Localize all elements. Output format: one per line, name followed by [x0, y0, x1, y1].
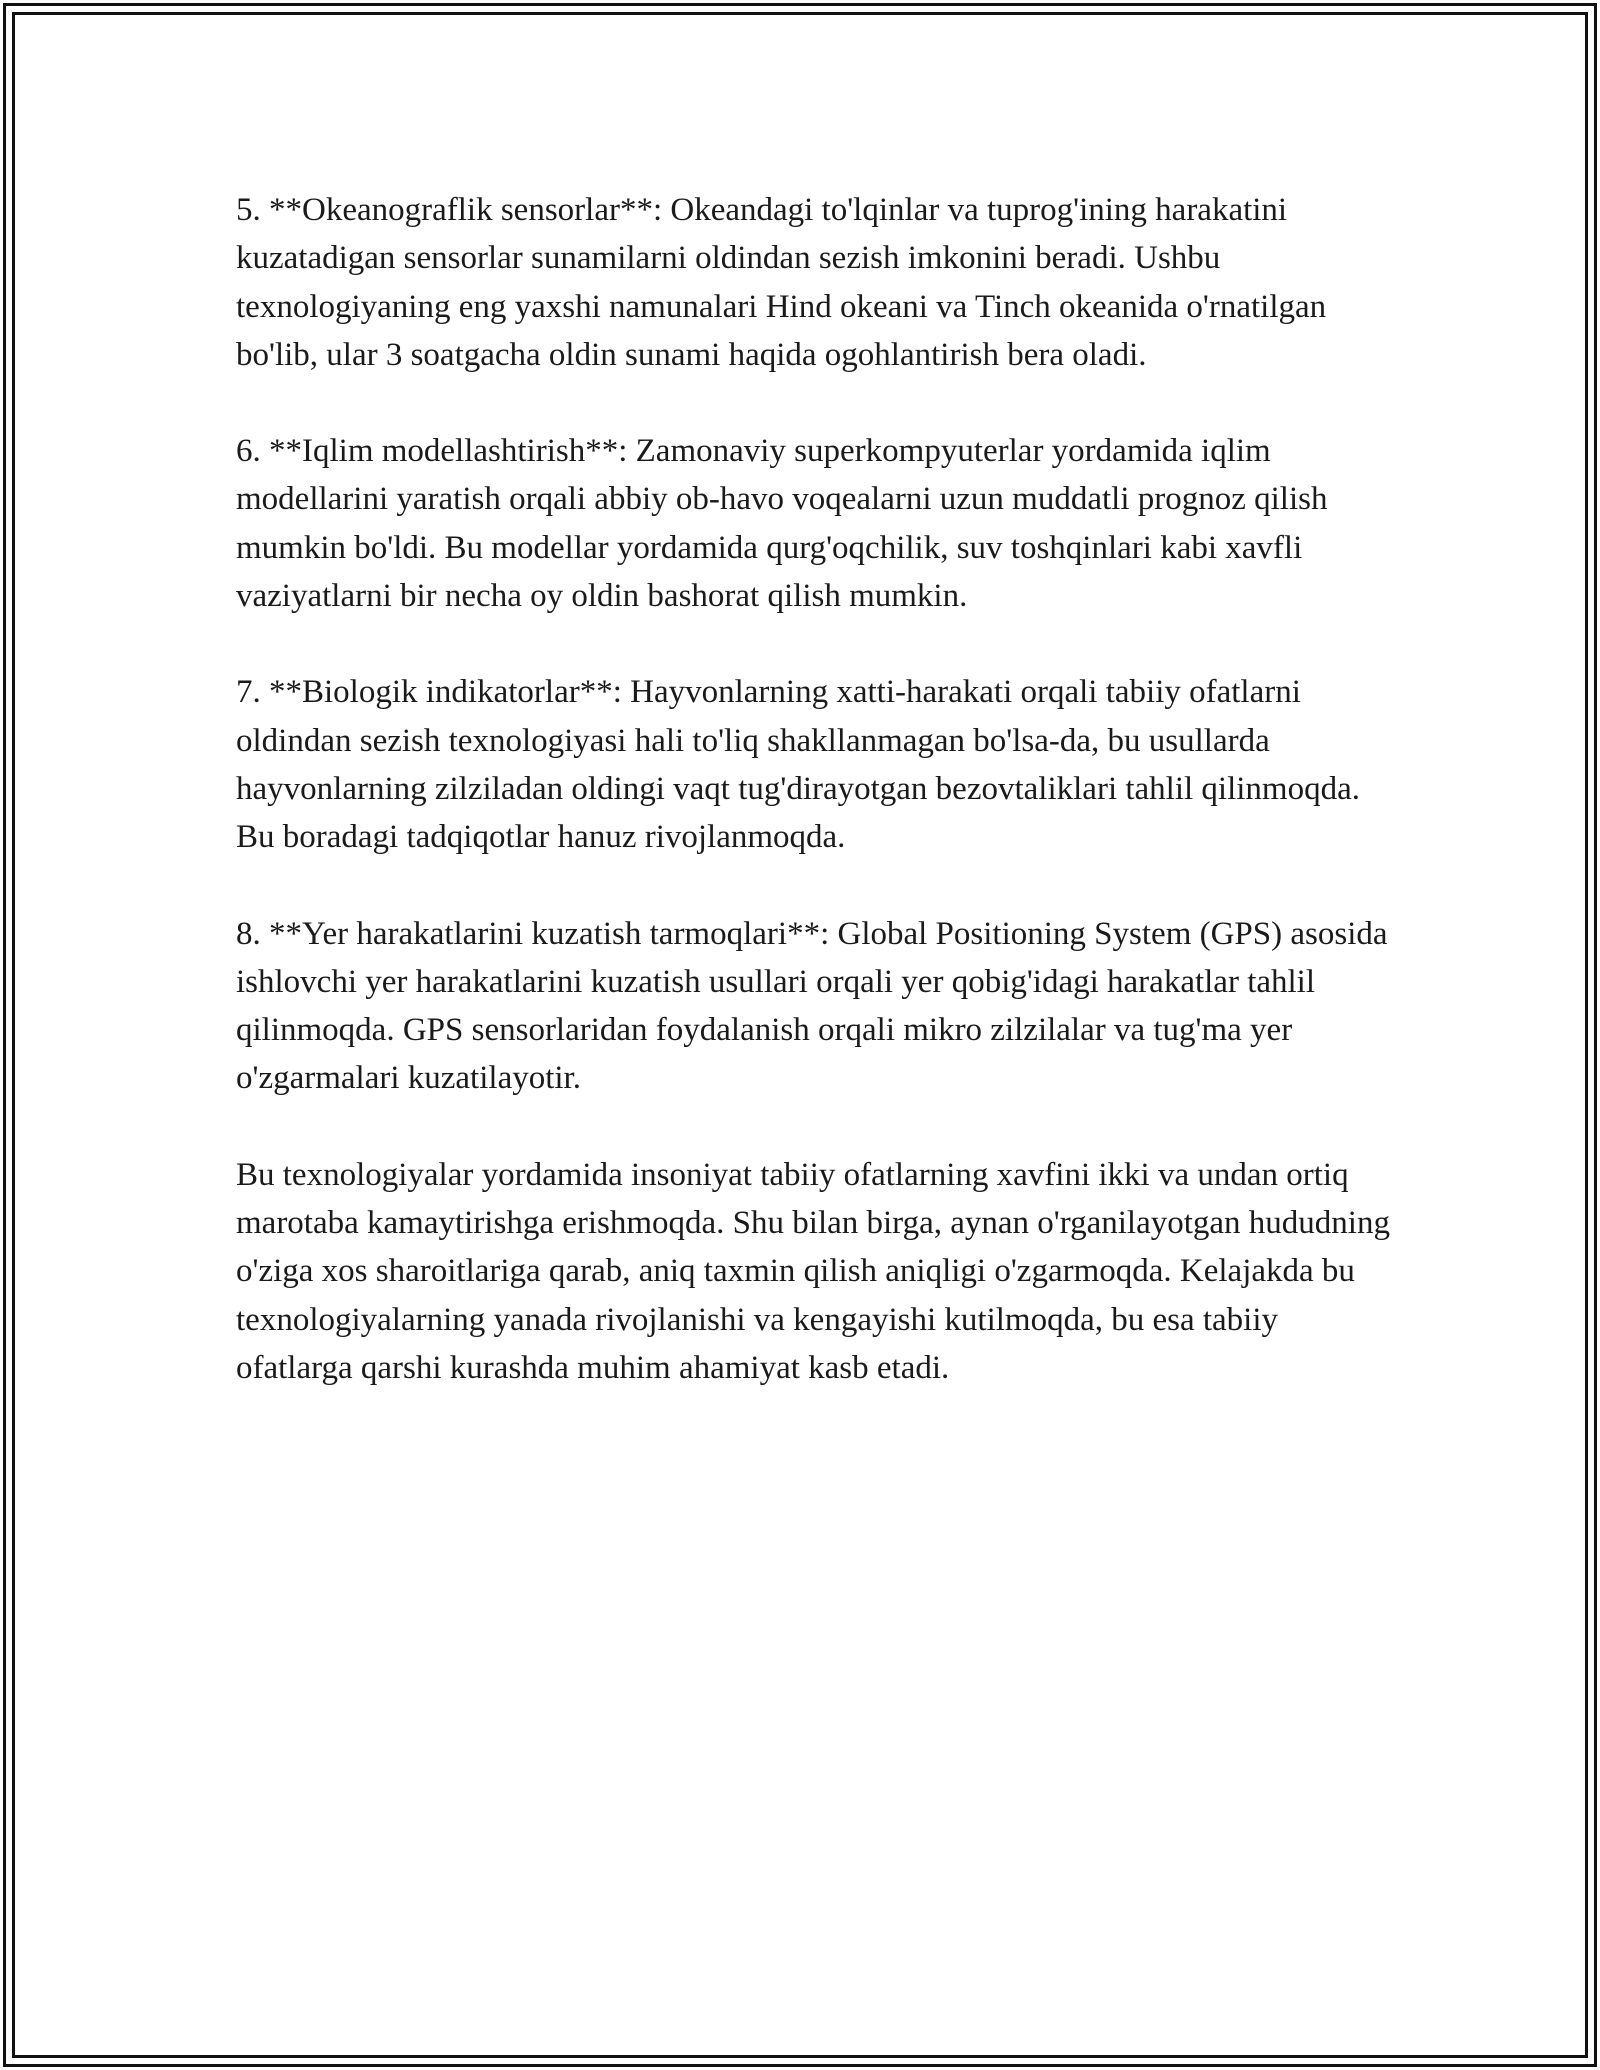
paragraph-conclusion: Bu texnologiyalar yordamida insoniyat tabiiy ofatlarning xavfini ikki va undan ortiq marotaba kamaytirishga erishmoqda. Shu bilan birga, aynan o'rganilayotgan hududning o'ziga xos sharoitlariga qarab, aniq taxmin qilish aniqligi o'zgarmoqda. Kelajakda bu texnologiyalarning yanada rivojlanishi va kengayishi kutilmoqda, bu esa tabiiy ofatlarga qarshi kurashda muhim ahamiyat kasb etadi. — [236, 1156, 1390, 1386]
paragraph-ground-motion-networks: 8. **Yer harakatlarini kuzatish tarmoqlari**: Global Positioning System (GPS) asosida ishlovchi yer harakatlarini kuzatish usullari orqali yer qobig'idagi harakatlar tahlil qilinmoqda. GPS sensorlaridan foydalanish orqali mikro zilzilalar va tug'ma yer o'zgarmalari kuzatilayotir. — [236, 915, 1388, 1097]
document-body — [236, 186, 1396, 1440]
paragraph-biological-indicators: 7. **Biologik indikatorlar**: Hayvonlarning xatti-harakati orqali tabiiy ofatlarni oldindan sezish texnologiyasi hali to'liq shakllanmagan bo'lsa-da, bu usullarda hayvonlarning zilziladan oldingi vaqt tug'dirayotgan bezovtaliklari tahlil qilinmoqda. Bu boradagi tadqiqotlar hanuz rivojlanmoqda. — [236, 674, 1360, 856]
paragraph-climate-modeling: 6. **Iqlim modellashtirish**: Zamonaviy superkompyuterlar yordamida iqlim modellarini yaratish orqali abbiy ob-havo voqealarni uzun muddatli prognoz qilish mumkin bo'ldi. Bu modellar yordamida qurg'oqchilik, suv toshqinlari kabi xavfli vaziyatlarni bir necha oy oldin bashorat qilish mumkin. — [236, 433, 1328, 615]
paragraph-oceanographic-sensors: 5. **Okeanograflik sensorlar**: Okeandagi to'lqinlar va tuprog'ining harakatini kuzatadigan sensorlar sunamilarni oldindan sezish imkonini beradi. Ushbu texnologiyaning eng yaxshi namunalari Hind okeani va Tinch okeanida o'rnatilgan bo'lib, ular 3 soatgacha oldin sunami haqida ogohlantirish bera oladi. — [236, 192, 1327, 373]
